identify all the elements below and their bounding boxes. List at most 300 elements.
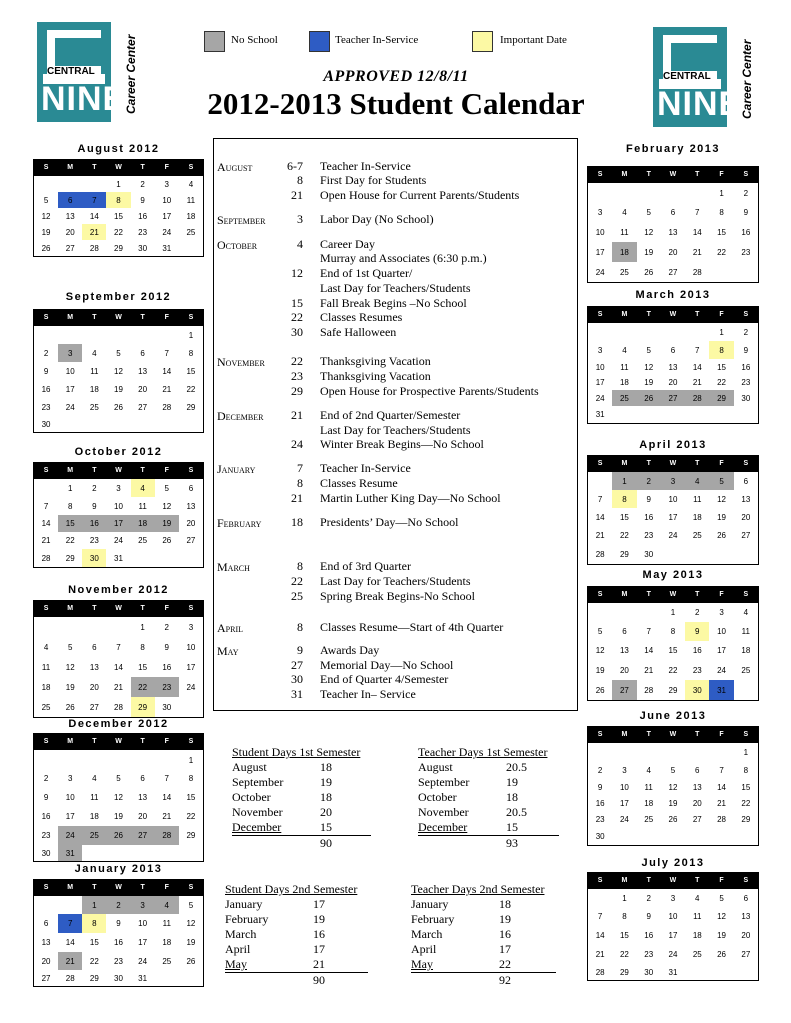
calendar-grid [587,586,759,701]
day-cell: 3 [670,893,676,903]
week-row [588,406,758,423]
day-cell: 15 [89,938,99,947]
day-cell: 15 [58,515,82,532]
week-row [588,743,758,761]
day-cell [709,406,733,423]
day-cell: 19 [155,515,179,532]
event-text: Safe Halloween [320,325,397,339]
day-cell: 10 [717,627,726,636]
day-cell: 30 [138,243,148,253]
week-row [588,472,758,490]
day-cell: 17 [619,798,629,808]
day-cell: 14 [65,938,75,947]
day-cell: 29 [709,390,733,406]
calendar-title: March 2013 [635,289,711,301]
day-cell: 23 [114,956,123,966]
day-cell: 16 [741,227,751,237]
day-cell: 10 [138,919,148,928]
days-count: 20 [320,805,332,819]
event-text: Last Day for Teachers/Students [320,423,471,437]
day-cell: 14 [162,792,172,802]
event-day: 30 [291,325,303,339]
day-cell: 15 [741,782,751,792]
week-row [34,192,203,208]
day-cell: 30 [741,393,751,403]
week-row [588,603,758,622]
day-cell: 22 [619,530,629,540]
week-row [34,845,203,861]
weekday-label: T [646,731,651,738]
day-cell: 16 [41,812,51,821]
day-cell: 1 [670,608,676,617]
day-cell: 2 [140,179,145,189]
day-cell: 17 [595,378,605,387]
day-cell [588,183,612,203]
days-month: October [232,790,271,804]
day-cell: 5 [670,765,676,775]
day-cell: 13 [138,366,148,376]
event-text: Teacher In-Service [320,461,411,475]
weekday-label: F [719,460,724,467]
day-cell: 13 [668,227,678,237]
days-row [225,957,368,973]
calendar-grid [587,306,759,424]
day-cell: 19 [65,682,75,692]
event-text: Teacher In– Service [320,687,416,701]
day-cell: 9 [92,501,97,511]
day-cell: 14 [692,362,702,372]
day-cell [179,549,203,567]
day-cell: 8 [622,912,627,921]
day-cell: 19 [717,512,726,522]
day-cell: 24 [162,227,172,237]
day-cell [637,183,661,203]
day-cell [709,262,733,282]
day-cell: 14 [692,227,702,237]
weekday-label: W [669,171,677,178]
event-month: January [217,462,256,476]
day-cell: 20 [186,519,196,528]
day-cell [612,183,636,203]
day-cell: 14 [717,782,726,792]
day-cell: 4 [131,479,155,497]
day-cell: 23 [741,247,751,257]
day-cell: 14 [644,646,654,655]
day-cell: 6 [622,627,627,636]
day-cell: 5 [116,348,121,358]
days-row [232,805,371,820]
calendar-title: January 2013 [74,863,163,875]
day-cell: 1 [612,472,636,490]
day-cell: 25 [619,267,629,277]
calendar-grid [33,733,204,862]
weekday-label: M [67,164,74,171]
week-row [588,926,758,945]
day-cell: 9 [164,642,169,652]
days-month: February [225,912,269,926]
event-month: December [217,409,264,423]
day-cell: 22 [717,378,726,387]
day-cell: 29 [668,685,678,695]
day-cell: 17 [668,931,678,940]
weekday-label: T [92,738,97,745]
day-cell: 7 [597,494,603,504]
days-row [411,927,556,942]
day-cell: 30 [82,549,106,567]
days-row [418,805,559,820]
weekday-label: T [646,591,651,598]
day-cell: 17 [186,662,196,672]
days-row [418,775,559,790]
day-cell: 29 [131,697,155,717]
day-cell [661,183,685,203]
day-cell [685,743,709,761]
days-row [411,942,556,957]
day-cell: 12 [668,782,678,792]
legend-swatch [309,31,330,52]
event-text: Martin Luther King Day—No School [320,491,501,505]
week-row [588,359,758,375]
event-day: 6-7 [287,159,303,173]
day-cell: 25 [89,402,99,412]
weekday-label: M [67,314,74,321]
day-cell: 26 [65,702,75,712]
day-cell: 8 [188,774,194,783]
day-cell [106,326,130,344]
day-cell: 27 [41,973,51,983]
day-cell: 14 [89,211,99,221]
day-cell: 13 [65,211,75,221]
week-row [588,242,758,262]
day-cell: 12 [114,366,123,376]
day-cell: 5 [116,774,121,783]
weekday-label: S [597,460,603,467]
days-count: 20.5 [506,805,527,819]
logo-left [37,22,137,122]
day-cell: 15 [619,931,629,940]
day-cell: 5 [646,345,651,355]
weekday-label: S [188,467,194,474]
weekday-header [588,167,758,183]
week-row [588,544,758,564]
day-cell: 23 [644,950,654,959]
day-cell: 25 [82,826,106,845]
week-row [34,380,203,398]
day-cell: 15 [186,366,196,376]
day-cell: 18 [644,798,654,808]
day-cell: 3 [597,208,603,217]
day-cell: 3 [622,765,627,775]
day-cell: 7 [164,348,169,358]
calendar-title: December 2012 [68,718,169,730]
day-cell: 26 [668,815,678,824]
day-cell: 16 [595,798,605,808]
day-cell: 27 [186,536,196,545]
weekday-label: W [115,884,122,891]
week-row [34,770,203,787]
day-cell: 6 [43,919,49,928]
week-row [34,826,203,845]
day-cell: 9 [743,345,749,355]
days-row [232,760,371,775]
days-row [225,927,368,942]
day-cell: 14 [595,931,605,940]
day-cell: 26 [114,402,123,412]
day-cell: 19 [114,812,123,821]
day-cell: 10 [65,366,75,376]
day-cell: 23 [644,530,654,540]
day-cell: 11 [620,362,629,372]
day-cell: 12 [186,919,196,928]
calendar-title: July 2013 [641,857,705,869]
day-cell: 25 [186,227,196,237]
day-cell: 11 [138,501,147,511]
days-month: April [411,942,437,956]
day-cell: 4 [695,893,700,903]
week-row [34,176,203,192]
day-cell: 13 [41,938,51,947]
day-cell: 25 [692,530,702,540]
days-total: 90 [313,973,325,987]
day-cell: 27 [612,680,636,700]
day-cell: 9 [43,366,49,376]
day-cell: 6 [140,348,145,358]
week-row [34,933,203,952]
weekday-label: T [92,884,97,891]
weekday-label: T [140,467,145,474]
event-day: 29 [291,384,303,398]
day-cell: 18 [612,242,636,262]
day-cell: 3 [131,896,155,914]
day-cell [612,323,636,341]
day-cell: 15 [619,512,629,522]
event-day: 27 [291,658,303,672]
weekday-header [34,160,203,176]
page-title: 2012-2013 Student Calendar [207,86,585,121]
weekday-label: W [115,738,122,745]
day-cell: 18 [89,812,99,821]
day-cell: 2 [106,896,130,914]
event-day: 9 [297,643,303,657]
weekday-label: T [140,164,145,171]
days-count: 19 [313,912,325,926]
calendar-title: February 2013 [625,143,721,155]
day-cell: 16 [114,938,123,947]
week-row [588,828,758,845]
days-table [418,745,559,851]
day-cell: 1 [622,893,627,903]
day-cell: 31 [58,845,82,861]
day-cell [179,970,203,986]
week-row [588,490,758,508]
day-cell: 3 [661,472,685,490]
day-cell: 2 [597,765,603,775]
day-cell [637,603,661,622]
day-cell: 26 [717,530,726,540]
weekday-label: F [719,171,724,178]
day-cell [637,828,661,845]
day-cell: 3 [164,179,169,189]
day-cell: 18 [41,682,51,692]
day-cell: 17 [65,812,75,821]
calendar-grid [33,879,204,987]
day-cell [637,743,661,761]
day-cell: 20 [138,812,148,821]
weekday-label: M [621,877,628,884]
days-row [225,912,368,927]
day-cell: 20 [41,956,51,966]
weekday-label: F [164,738,169,745]
day-cell: 23 [741,378,751,387]
week-row [34,416,203,432]
event-day: 21 [291,188,303,202]
day-cell: 29 [65,553,75,563]
days-table [232,745,371,851]
day-cell [155,750,179,770]
day-cell [612,406,636,423]
logo-career-text: Career Center [124,34,138,114]
weekday-label: S [188,164,194,171]
weekday-label: S [43,738,49,745]
week-row [588,262,758,282]
week-row [588,622,758,641]
logo-career-text: Career Center [740,39,754,119]
day-cell: 15 [138,662,148,672]
day-cell: 21 [162,812,172,821]
day-cell: 18 [741,646,751,655]
day-cell: 5 [67,642,73,652]
event-text: Murray and Associates (6:30 p.m.) [320,251,487,265]
weekday-header [34,310,203,326]
day-cell: 18 [131,515,155,532]
event-month: September [217,213,266,227]
day-cell: 28 [41,553,51,563]
event-text: End of 1st Quarter/ [320,266,413,280]
day-cell: 13 [668,362,678,372]
day-cell: 30 [41,848,51,858]
weekday-label: S [597,731,603,738]
week-row [34,807,203,826]
day-cell: 25 [644,815,654,824]
days-count: 18 [320,760,332,774]
day-cell: 18 [692,931,702,940]
day-cell: 28 [155,826,179,845]
day-cell: 3 [597,345,603,355]
weekday-label: F [164,314,169,321]
day-cell: 5 [646,208,651,217]
event-month: November [217,355,265,369]
day-cell: 28 [644,685,654,695]
weekday-label: S [43,467,49,474]
days-month: November [232,805,283,819]
day-cell: 18 [186,211,196,221]
day-cell: 6 [743,893,749,903]
days-row [232,820,371,836]
day-cell [131,549,155,567]
week-row [34,637,203,657]
day-cell: 1 [719,327,724,337]
days-count: 19 [320,775,332,789]
day-cell: 17 [668,512,678,522]
day-cell [34,896,58,914]
day-cell: 9 [116,919,121,928]
event-day: 23 [291,369,303,383]
day-cell: 11 [741,627,750,636]
days-month: March [225,927,257,941]
days-month: December [232,820,282,834]
day-cell: 29 [741,815,751,824]
day-cell: 26 [186,956,196,966]
day-cell: 25 [741,665,751,675]
weekday-label: S [43,314,49,321]
days-month: May [411,957,433,971]
day-cell [612,603,636,622]
day-cell: 23 [138,227,148,237]
day-cell [82,176,106,192]
week-row [34,914,203,933]
weekday-label: S [743,591,749,598]
day-cell [155,970,179,986]
days-row [225,942,368,957]
days-table [411,882,556,988]
day-cell: 28 [65,973,75,983]
day-cell: 5 [43,195,49,205]
day-cell: 8 [612,490,636,508]
weekday-header [34,463,203,479]
week-row [588,907,758,926]
day-cell: 28 [162,402,172,412]
day-cell [179,697,203,717]
weekday-header [588,587,758,603]
calendar-grid [33,600,204,718]
day-cell: 21 [595,950,605,959]
day-cell: 11 [162,919,171,928]
day-cell: 26 [637,390,661,406]
weekday-label: T [695,731,700,738]
legend-swatch [204,31,225,52]
days-row [418,790,559,805]
weekday-label: T [140,738,145,745]
day-cell: 28 [595,967,605,977]
day-cell: 20 [741,931,751,940]
weekday-header [34,601,203,617]
day-cell [82,617,106,637]
day-cell: 10 [595,227,605,237]
day-cell [131,326,155,344]
weekday-label: W [669,311,677,318]
day-cell: 22 [131,677,155,697]
day-cell: 7 [597,912,603,921]
day-cell: 1 [188,330,194,340]
event-day: 3 [297,212,303,226]
day-cell [685,544,709,564]
days-row [411,957,556,973]
day-cell: 22 [717,247,726,257]
calendar-title: April 2013 [639,439,707,451]
day-cell: 2 [695,608,700,617]
legend-swatch [472,31,493,52]
day-cell: 4 [646,765,651,775]
day-cell: 2 [637,472,661,490]
day-cell: 4 [155,896,179,914]
day-cell: 30 [162,702,172,712]
week-row [34,224,203,240]
day-cell: 10 [114,501,123,511]
day-cell [588,603,612,622]
day-cell: 26 [41,243,51,253]
days-count: 16 [313,927,325,941]
days-month: December [418,820,468,834]
